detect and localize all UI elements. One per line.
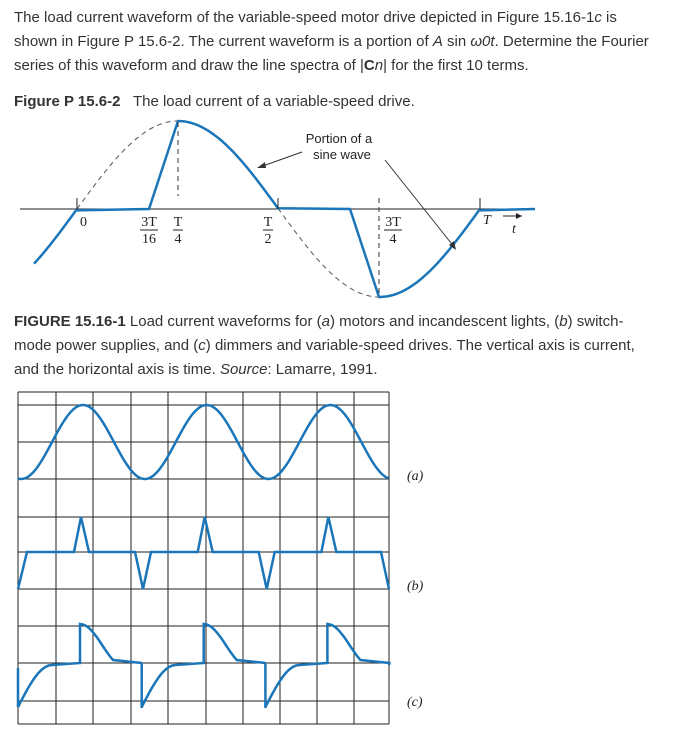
tick-label-t2-den: 2 [264,232,272,247]
figure-p-waveform [20,121,535,297]
problem-line-2: shown in Figure P 15.6-2. The current waveform is a portion of A sin ω0t. Determine the Fourier [14,33,649,50]
time-arrow-head [516,213,522,219]
waveform-b-switch-mode [18,517,389,589]
tick-label-0: 0 [80,215,87,230]
tick-label-t2-num: T [263,215,273,230]
annotation-arrow-1 [260,152,302,167]
tick-label-T: T [483,213,491,228]
annotation-arrowhead-1 [257,162,266,168]
tick-label-3t4-den: 4 [389,232,397,247]
figure-15161-caption: FIGURE 15.16-1 Load current waveforms for (a) motors and incandescent lights, (b) switch- mode power supplies, and (c) dimmers and variable-speed drives. The vertical axis is current, and the horizontal axis is time. Source: Lamarre, 1991. [14,313,635,378]
waveform-c-variable-speed [18,624,389,708]
annotation-line-2: sine wave [313,147,371,162]
tick-label-3t16-den: 16 [142,232,156,247]
tick-label-t4-num: T [173,215,183,230]
time-axis-label: t [512,222,516,237]
annotation-line-1: Portion of a [305,131,373,146]
panel-label-b: (b) [407,579,424,594]
oscilloscope-grid [18,392,389,724]
tick-label-3t16-num: 3T [141,215,157,230]
problem-line-3: series of this waveform and draw the line spectra of |Cn| for the first 10 terms. [14,57,529,74]
tick-label-3t4-num: 3T [385,215,401,230]
panel-label-c: (c) [407,695,423,710]
tick-label-t4-den: 4 [174,232,182,247]
problem-line-1: The load current waveform of the variable-speed motor drive depicted in Figure 15.16-1c is [14,9,617,26]
figure-p-caption: Figure P 15.6-2 The load current of a variable-speed drive. [14,93,415,110]
panel-label-a: (a) [407,469,424,484]
